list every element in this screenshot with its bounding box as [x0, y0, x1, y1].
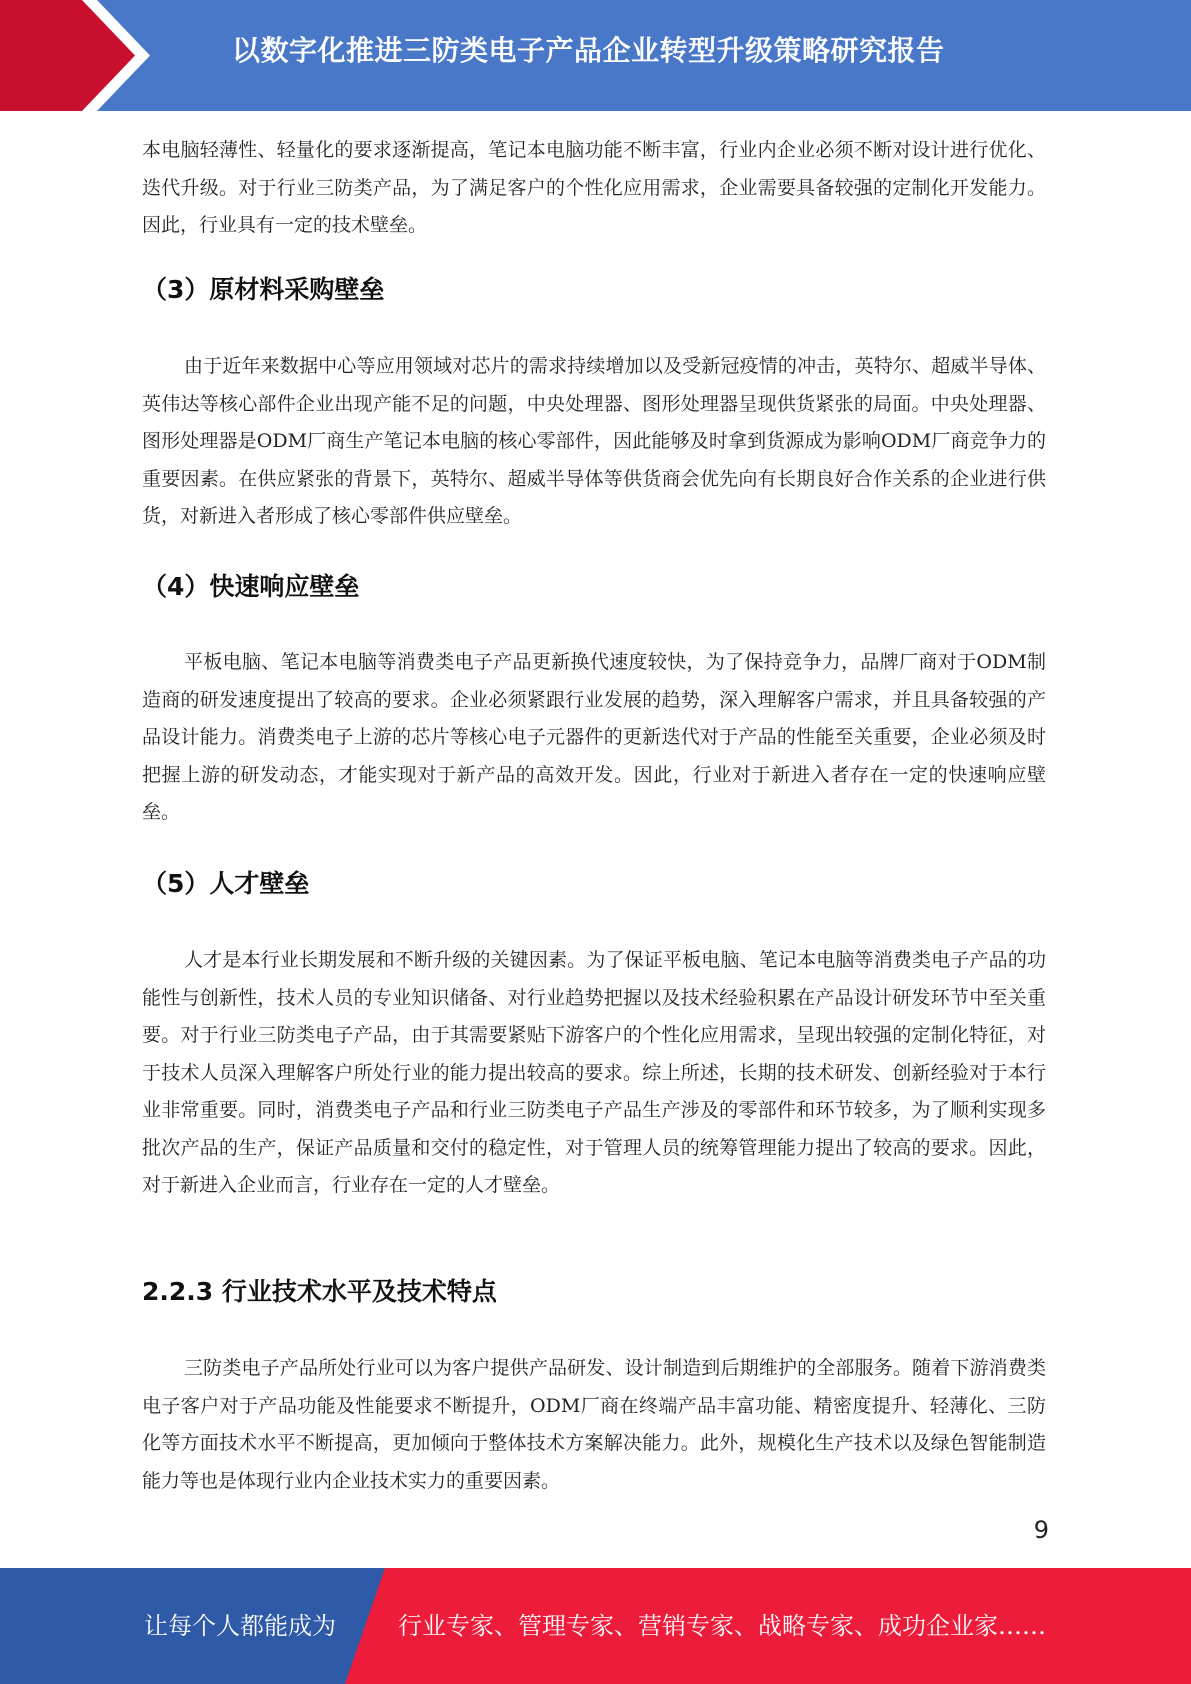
heading-raw-material-barrier: （3）原材料采购壁垒: [142, 275, 385, 304]
paragraph-continued: 本电脑轻薄性、轻量化的要求逐渐提高，笔记本电脑功能不断丰富，行业内企业必须不断对设计进行优化、迭代升级。对于行业三防类产品，为了满足客户的个性化应用需求，企业需要具备较强的定制化开发能力。因此，行业具有一定的技术壁垒。: [142, 139, 1046, 236]
heading-talent-barrier: （5）人才壁垒: [142, 869, 310, 898]
paragraph-raw-material: 由于近年来数据中心等应用领域对芯片的需求持续增加以及受新冠疫情的冲击，英特尔、超威半导体、英伟达等核心部件企业出现产能不足的问题，中央处理器、图形处理器呈现供货紧张的局面。中央处理器、图形处理器是ODM厂商生产笔记本电脑的核心零部件，因此能够及时拿到货源成为影响ODM厂商竞争力的重要因素。在供应紧张的背景下，英特尔、超威半导体等供货商会优先向有长期良好合作关系的企业进行供货，对新进入者形成了核心零部件供应壁垒。: [142, 355, 1046, 527]
page-header: [0, 0, 1191, 111]
heading-2-2-3: 2.2.3 行业技术水平及技术特点: [142, 1277, 497, 1306]
page-content: [142, 132, 1046, 1500]
paragraph-tech-level: 三防类电子产品所处行业可以为客户提供产品研发、设计制造到后期维护的全部服务。随着下游消费类电子客户对于产品功能及性能要求不断提升，ODM厂商在终端产品丰富功能、精密度提升、轻薄化、三防化等方面技术水平不断提高，更加倾向于整体技术方案解决能力。此外，规模化生产技术以及绿色智能制造能力等也是体现行业内企业技术实力的重要因素。: [142, 1357, 1046, 1492]
paragraph-talent: 人才是本行业长期发展和不断升级的关键因素。为了保证平板电脑、笔记本电脑等消费类电子产品的功能性与创新性，技术人员的专业知识储备、对行业趋势把握以及技术经验积累在产品设计研发环节中至关重要。对于行业三防类电子产品，由于其需要紧贴下游客户的个性化应用需求，呈现出较强的定制化特征，对于技术人员深入理解客户所处行业的能力提出较高的要求。综上所述，长期的技术研发、创新经验对于本行业非常重要。同时，消费类电子产品和行业三防类电子产品生产涉及的零部件和环节较多，为了顺利实现多批次产品的生产，保证产品质量和交付的稳定性，对于管理人员的统筹管理能力提出了较高的要求。因此，对于新进入企业而言，行业存在一定的人才壁垒。: [142, 949, 1046, 1196]
page-footer: [0, 1568, 1191, 1684]
red-chevron-icon: [0, 0, 160, 111]
footer-slogan-left: 让每个人都能成为: [144, 1612, 336, 1640]
page-number: 9: [1033, 1516, 1049, 1544]
heading-fast-response-barrier: （4）快速响应壁垒: [142, 572, 360, 601]
report-title: 以数字化推进三防类电子产品企业转型升级策略研究报告: [232, 34, 945, 67]
footer-slogan-right: 行业专家、管理专家、营销专家、战略专家、成功企业家……: [398, 1612, 1046, 1640]
paragraph-fast-response: 平板电脑、笔记本电脑等消费类电子产品更新换代速度较快，为了保持竞争力，品牌厂商对于ODM制造商的研发速度提出了较高的要求。企业必须紧跟行业发展的趋势，深入理解客户需求，并且具备较强的产品设计能力。消费类电子上游的芯片等核心电子元器件的更新迭代对于产品的性能至关重要，企业必须及时把握上游的研发动态，才能实现对于新产品的高效开发。因此，行业对于新进入者存在一定的快速响应壁垒。: [142, 651, 1046, 823]
